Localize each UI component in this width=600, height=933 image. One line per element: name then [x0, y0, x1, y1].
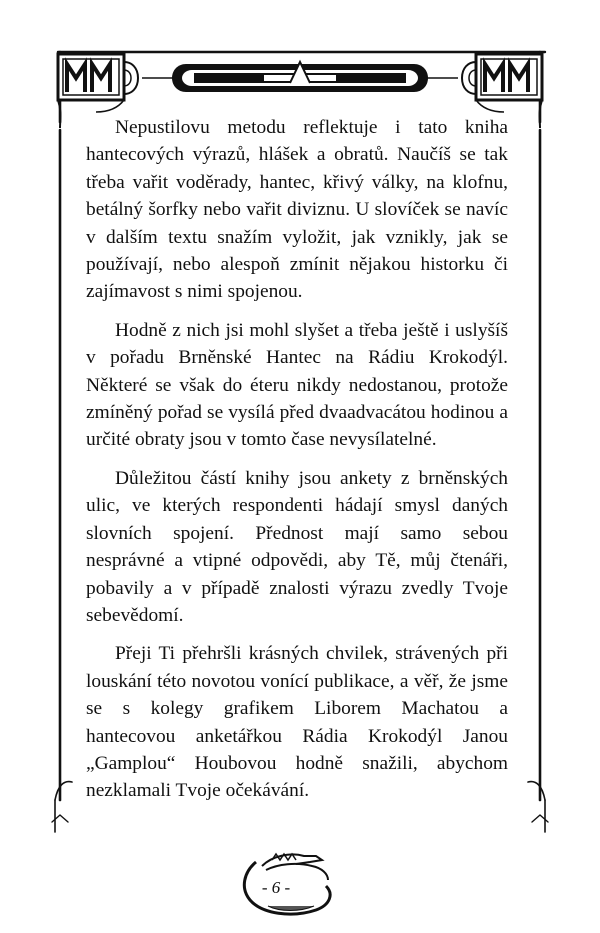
paragraph-1: Nepustilovu metodu reflektuje i tato kniha hantecových výrazů, hlášek a obratů. Naučíš se tak třeba vařit voděrady, hantec, křivý války, na klofnu, betálný šorfky nebo vařit diviznu. U slovíček se navíc v dalším textu snažím vyložit, jak vznikly, jak se používají, nebo alespoň zmínit nějakou historku či zajímavost s nimi spojenou. — [86, 117, 508, 303]
paragraph-4: Přeji Ti přehršli krásných chvilek, strávených při louskání této novotou vonící publikace, a věř, že jsme se s kolegy grafikem Liborem Machatou a hantecovou anketářkou Rádia Krokodýl Janou „Gamplou“ Houbovou hodně snažili, abychom nezklamali Tvoje očekávání. — [86, 643, 508, 802]
paragraph-3: Důležitou částí knihy jsou ankety z brněnských ulic, ve kterých respondenti hádají smysl daných slovních spojení. Přednost mají samo sebou nesprávné a vtipné odpovědi, aby Tě, můj čtenáři, pobavily a v případě znalosti výrazu zvedly Tvoje sebevědomí. — [86, 467, 508, 626]
top-center-cartouche — [142, 62, 458, 92]
body-text — [86, 114, 508, 816]
paragraph-2: Hodně z nich jsi mohl slyšet a třeba ještě i uslyšíš v pořadu Brněnské Hantec na Rádiu Krokodýl. Některé se však do éteru nikdy nedostanou, protože zmíněný pořad se vysílá před dvaadvacátou hodinou a určité obraty jsou v tomto čase nevysílatelné. — [86, 319, 508, 451]
page-number: - 6 - — [261, 878, 291, 897]
